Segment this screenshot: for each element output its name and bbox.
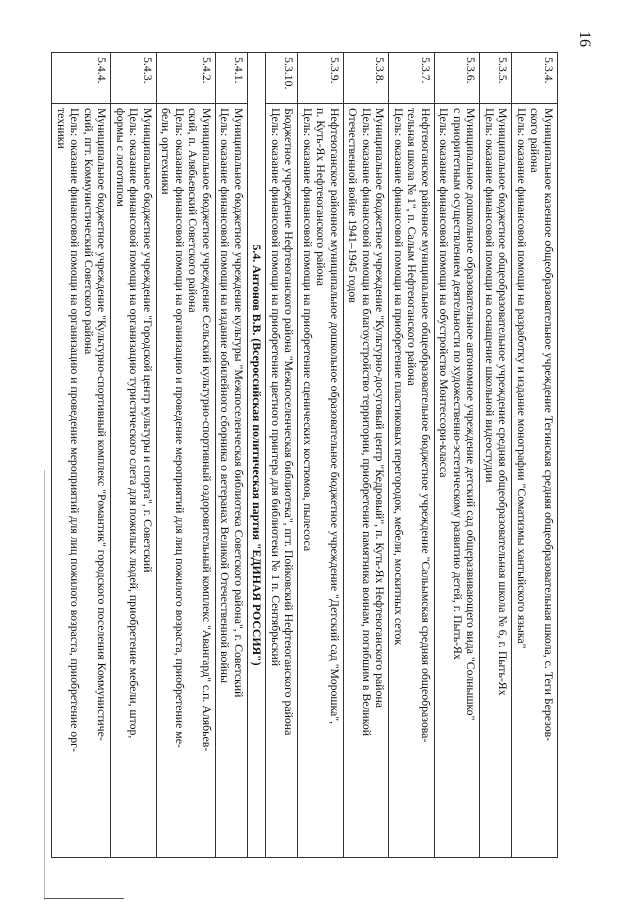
row-number: 5.3.10. xyxy=(266,53,298,104)
table-row xyxy=(512,53,558,858)
description-line: Цель: оказание финансовой помощи на приобретение цветного принтера для библиотеки № 1 п. Сентябрьский xyxy=(269,108,283,667)
description-line: ского района xyxy=(528,108,543,173)
description-line: Цель: оказание финансовой помощи на издание юбилейного сборника о ветеранах Великой Отечественной войны xyxy=(218,108,233,684)
row-description xyxy=(157,104,216,858)
row-description xyxy=(216,104,248,858)
description-line: Муниципальное бюджетное учреждение "Культурно-спортивный комплекс "Романтик" городского поселения Коммунистиче- xyxy=(95,108,110,741)
row-description xyxy=(111,104,157,858)
description-line: Муниципальное бюджетное общеобразовательное учреждение средняя общеобразовательная школа № 6, г. Пыть-Ях xyxy=(496,108,511,696)
row-number: 5.4.3. xyxy=(111,53,157,104)
row-description xyxy=(480,104,512,858)
description-line: Муниципальное бюджетное учреждение "Городской центр культуры и спорта", г. Советский xyxy=(141,108,155,573)
description-line: Муниципальное казенное общеобразовательное учреждение Тегинская средняя общеобразовательная школа, с. Теги Березов- xyxy=(542,108,556,742)
row-number: 5.3.4. xyxy=(512,53,558,104)
description-line: формы с логотипом xyxy=(114,108,128,207)
page-number: 16 xyxy=(576,31,593,47)
row-description xyxy=(266,104,298,858)
bottom-rule xyxy=(44,898,124,899)
description-line: Муниципальное бюджетное учреждение Сельский культурно-спортивный оздоровительный комплекс "Авангард" с.п. Алябьев- xyxy=(200,108,214,752)
table-row xyxy=(266,53,298,858)
row-description xyxy=(52,104,111,858)
description-line: Цель: оказание финансовой помощи на приобретение сценических костюмов, пылесоса xyxy=(301,108,315,552)
table-row xyxy=(216,53,248,858)
description-line: Отечественной войне 1941–1945 годов xyxy=(346,108,361,303)
grants-table-body xyxy=(52,53,558,858)
description-line: п. Куть-Ях Нефтеюганского района xyxy=(314,108,329,286)
table-row xyxy=(480,53,512,858)
description-line: ский, пгт. Коммунистический Советского района xyxy=(82,108,96,355)
description-line: бели, оргтехники xyxy=(159,108,174,195)
description-line: Цель: оказание финансовой помощи на обустройство Монтессори-класса xyxy=(437,108,452,478)
description-line: Цель: оказание финансовой помощи на организацию и проведение мероприятий для лиц пожилого возраста, приобретение ме- xyxy=(173,108,187,748)
description-line: Муниципальное дошкольное образовательное автономное учреждение детский сад общеразвивающего вида "Солнышко" xyxy=(464,108,479,721)
table-row xyxy=(344,53,390,858)
row-description xyxy=(435,104,481,858)
table-row xyxy=(157,53,216,858)
description-line: с приоритетным осуществлением деятельности по художественно-эстетическому развитию детей, г. Пыть-Ях xyxy=(451,108,465,660)
table-row xyxy=(298,53,344,858)
row-number: 5.4.4. xyxy=(52,53,111,104)
description-line: Цель: оказание финансовой помощи на разработку и издание монографии "Соматизмы хантыйского языка" xyxy=(515,108,529,649)
table-row xyxy=(111,53,157,858)
description-line: Цель: оказание финансовой помощи на организацию туристического слета для пожилых людей, приобретение мебели, штор, xyxy=(127,108,142,739)
section-title-line: 5.4. Антонов В.В. (Всероссийская политическая партия "ЕДИНАЯ РОССИЯ") xyxy=(250,244,265,666)
description-line: Цель: оказание финансовой помощи на оснащение школьной видеостудии xyxy=(483,108,497,483)
row-number: 5.4.2. xyxy=(157,53,216,104)
description-line: Муниципальное бюджетное учреждение "Культурно-досуговый центр "Кедровый", п. Куть-Ях Нефтеюганского района xyxy=(373,108,388,709)
description-line: Цель: оказание финансовой помощи на приобретение пластиковых перегородок, мебели, москитных сеток xyxy=(392,108,406,646)
description-line: Цель: оказание финансовой помощи на организацию и проведение мероприятий для лиц пожилого возраста, приобретение орг- xyxy=(68,108,83,752)
description-line: тельная школа № 1", п. Салым Нефтеюганского района xyxy=(405,108,420,386)
row-number: 5.3.8. xyxy=(344,53,390,104)
row-description xyxy=(512,104,558,858)
row-description xyxy=(344,104,390,858)
description-line: ский, п. Алябьевский Советского района xyxy=(186,108,201,313)
grants-table xyxy=(52,52,559,858)
description-line: техники xyxy=(55,108,69,149)
section-title xyxy=(248,53,267,858)
description-line: Нефтеюганское районное муниципальное общеобразовательное бюджетное учреждение "Сальымская средняя общеобразова- xyxy=(419,108,433,743)
row-number: 5.3.5. xyxy=(480,53,512,104)
table-row xyxy=(389,53,435,858)
table-row xyxy=(435,53,481,858)
description-line: Бюджетное учреждение Нефтеюганского района "Межпоселенческая библиотека", пгт. Пойковский Нефтеюганского района xyxy=(282,108,297,736)
row-number: 5.4.1. xyxy=(216,53,248,104)
row-description xyxy=(389,104,435,858)
margin-line xyxy=(44,470,45,900)
row-description xyxy=(298,104,344,858)
row-number: 5.3.7. xyxy=(389,53,435,104)
description-line: Муниципальное бюджетное учреждение культуры "Межпоселенческая библиотека Советского района", г. Советский xyxy=(232,108,246,698)
row-number: 5.3.6. xyxy=(435,53,481,104)
description-line: Цель: оказание финансовой помощи на благоустройство территории, приобретение памятника воинам, погибшим в Великой xyxy=(360,108,374,737)
description-line: Нефтеюганское районное муниципальное дошкольное образовательное бюджетное учреждение "Детский сад "Морошка", xyxy=(328,108,342,725)
row-number: 5.3.9. xyxy=(298,53,344,104)
section-header-row xyxy=(248,53,267,858)
table-row xyxy=(52,53,111,858)
